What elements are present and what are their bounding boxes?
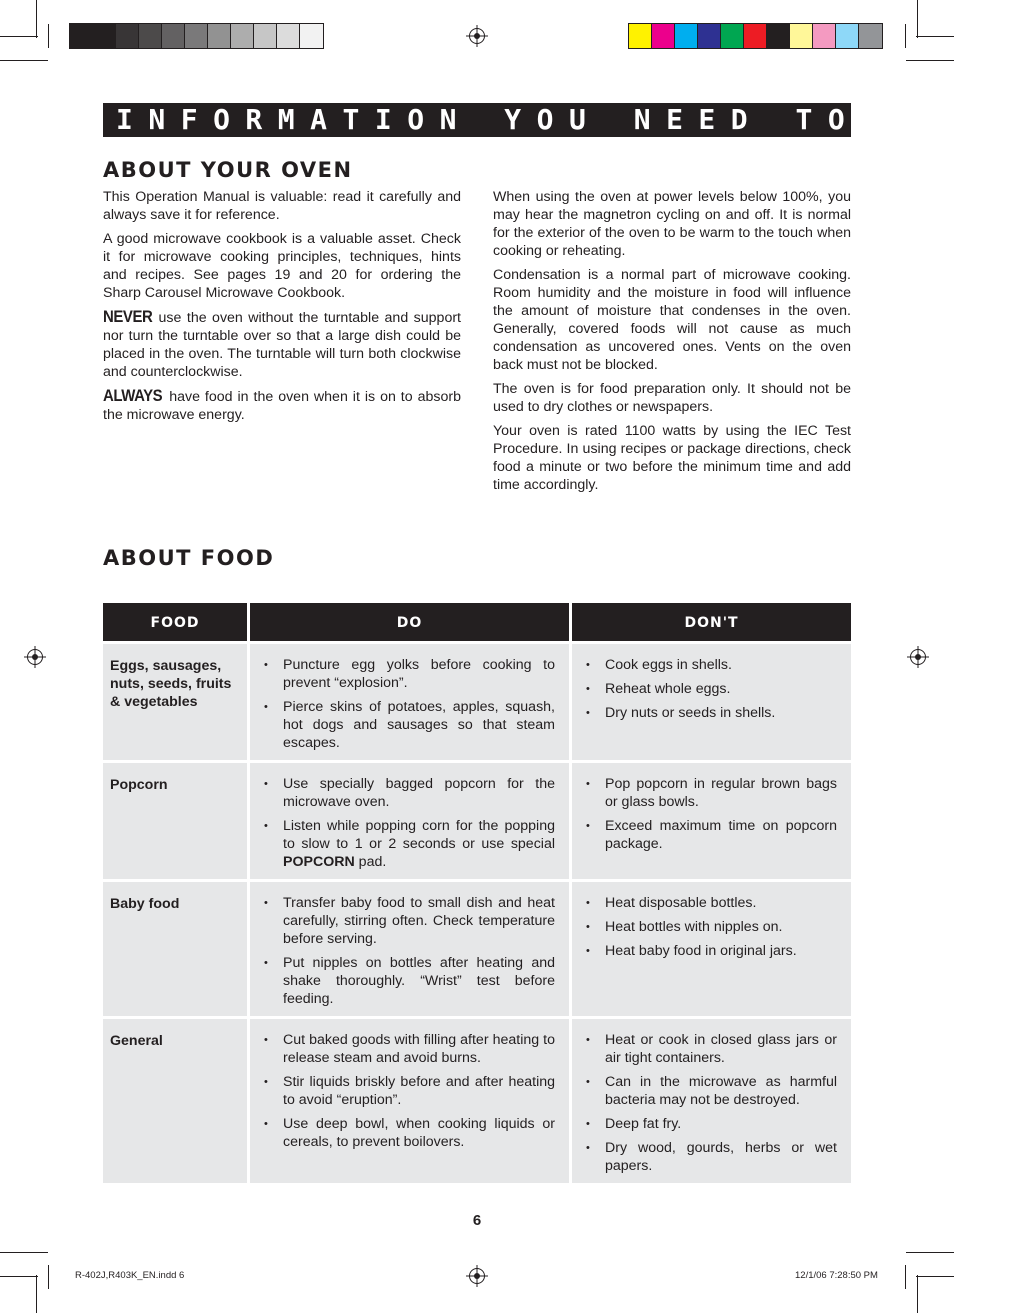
always-text: have food in the oven when it is on to absorb the microwave energy. bbox=[103, 389, 461, 423]
about-food-heading: ABOUT FOOD bbox=[103, 546, 275, 570]
color-swatch bbox=[813, 24, 836, 48]
paragraph: When using the oven at power levels below 100%, you may hear the magnetron cycling on and off. It is normal for the exterior of the oven to be warm to the touch when cooking or reheating. bbox=[493, 189, 851, 259]
column-header-food: FOOD bbox=[103, 603, 247, 641]
dont-cell bbox=[572, 882, 851, 1016]
color-swatch bbox=[652, 24, 675, 48]
file-slug: R-402J,R403K_EN.indd 6 bbox=[75, 1270, 185, 1281]
paragraph: A good microwave cookbook is a valuable asset. Check it for microwave cooking principles, techniques, hints and recipes. See pages 19 and 20 for ordering the Sharp Carousel Microwave Cookbook. bbox=[103, 231, 461, 301]
crop-mark bbox=[906, 1252, 954, 1253]
color-swatch bbox=[208, 24, 231, 48]
list-item: • Stir liquids briskly before and after heating to avoid “eruption”. bbox=[262, 1073, 555, 1109]
table-row bbox=[103, 882, 851, 1016]
timestamp: 12/1/06 7:28:50 PM bbox=[795, 1270, 878, 1281]
color-swatch bbox=[254, 24, 277, 48]
grayscale-color-bar bbox=[69, 23, 324, 49]
crop-mark bbox=[906, 60, 954, 61]
food-cell: Popcorn bbox=[103, 763, 247, 879]
never-keyword: NEVER bbox=[103, 307, 153, 326]
list-item: • Heat disposable bottles. bbox=[584, 894, 837, 912]
crop-mark bbox=[36, 1275, 37, 1313]
always-keyword: ALWAYS bbox=[103, 386, 163, 405]
color-swatch bbox=[116, 24, 139, 48]
list-item: • Dry wood, gourds, herbs or wet papers. bbox=[584, 1139, 837, 1175]
color-swatch bbox=[629, 24, 652, 48]
do-cell bbox=[250, 882, 569, 1016]
crop-mark bbox=[917, 1275, 918, 1313]
registration-mark-icon bbox=[469, 1268, 485, 1284]
list-item: • Transfer baby food to small dish and heat carefully, stirring often. Check temperature before serving. bbox=[262, 894, 555, 948]
dont-cell bbox=[572, 1019, 851, 1183]
about-oven-right-column bbox=[493, 188, 851, 500]
crop-mark bbox=[916, 36, 954, 37]
crop-mark bbox=[0, 36, 38, 37]
list-item-tail: pad. bbox=[354, 854, 387, 870]
table-header-row bbox=[103, 603, 851, 641]
food-cell: Baby food bbox=[103, 882, 247, 1016]
list-item: • Heat baby food in original jars. bbox=[584, 942, 837, 960]
popcorn-keyword: POPCORN bbox=[283, 854, 355, 870]
table-row bbox=[103, 763, 851, 879]
do-cell bbox=[250, 1019, 569, 1183]
color-swatch bbox=[162, 24, 185, 48]
crop-mark bbox=[0, 1276, 38, 1277]
section-banner: INFORMATION YOU NEED TO KNOW bbox=[103, 103, 851, 137]
crop-mark bbox=[0, 60, 48, 61]
dont-cell bbox=[572, 763, 851, 879]
process-color-bar bbox=[628, 23, 883, 49]
food-cell: Eggs, sausages, nuts, seeds, fruits & vegetables bbox=[103, 644, 247, 760]
registration-mark-icon bbox=[910, 649, 926, 665]
about-oven-heading: ABOUT YOUR OVEN bbox=[103, 158, 353, 182]
color-swatch bbox=[231, 24, 254, 48]
color-swatch bbox=[744, 24, 767, 48]
crop-mark bbox=[916, 1276, 954, 1277]
paragraph: The oven is for food preparation only. It should not be used to dry clothes or newspapers. bbox=[493, 381, 851, 415]
list-item: • Exceed maximum time on popcorn package. bbox=[584, 817, 837, 853]
crop-mark bbox=[48, 1265, 49, 1289]
list-item: • Cut baked goods with filling after heating to release steam and avoid burns. bbox=[262, 1031, 555, 1067]
always-paragraph bbox=[103, 387, 461, 424]
do-cell bbox=[250, 763, 569, 879]
color-swatch bbox=[836, 24, 859, 48]
color-swatch bbox=[859, 24, 882, 48]
crop-mark bbox=[905, 24, 906, 48]
crop-mark bbox=[36, 0, 37, 38]
list-item: • Deep fat fry. bbox=[584, 1115, 837, 1133]
list-item: • Heat or cook in closed glass jars or air tight containers. bbox=[584, 1031, 837, 1067]
list-item: • Dry nuts or seeds in shells. bbox=[584, 704, 837, 722]
table-row bbox=[103, 644, 851, 760]
crop-mark bbox=[48, 24, 49, 48]
color-swatch bbox=[675, 24, 698, 48]
color-swatch bbox=[185, 24, 208, 48]
color-swatch bbox=[767, 24, 790, 48]
color-swatch bbox=[70, 24, 93, 48]
registration-mark-icon bbox=[469, 28, 485, 44]
column-header-do: DO bbox=[250, 603, 569, 641]
table-row bbox=[103, 1019, 851, 1183]
color-swatch bbox=[790, 24, 813, 48]
list-item: • Puncture egg yolks before cooking to prevent “explosion”. bbox=[262, 656, 555, 692]
crop-mark bbox=[905, 1265, 906, 1289]
paragraph: Condensation is a normal part of microwave cooking. Room humidity and the moisture in food will influence the amount of moisture that condenses in the oven. Generally, covered foods will not cause as much condensation as uncovered ones. Vents on the oven back must not be blocked. bbox=[493, 267, 851, 373]
list-item: • Use specially bagged popcorn for the microwave oven. bbox=[262, 775, 555, 811]
registration-mark-icon bbox=[27, 649, 43, 665]
never-paragraph bbox=[103, 308, 461, 381]
list-item: • Reheat whole eggs. bbox=[584, 680, 837, 698]
column-header-dont: DON'T bbox=[572, 603, 851, 641]
about-oven-left-column bbox=[103, 188, 461, 430]
page-number: 6 bbox=[472, 1212, 482, 1229]
color-swatch bbox=[139, 24, 162, 48]
list-item bbox=[262, 817, 555, 871]
paragraph: This Operation Manual is valuable: read it carefully and always save it for reference. bbox=[103, 189, 461, 223]
dont-cell bbox=[572, 644, 851, 760]
list-item: • Can in the microwave as harmful bacteria may not be destroyed. bbox=[584, 1073, 837, 1109]
never-text: use the oven without the turntable and support nor turn the turntable over so that a large dish could be placed in the oven. The turntable will turn both clockwise and counterclockwise. bbox=[103, 310, 461, 380]
paragraph: Your oven is rated 1100 watts by using the IEC Test Procedure. In using recipes or package directions, check food a minute or two before the minimum time and add time accordingly. bbox=[493, 423, 851, 493]
list-item: • Put nipples on bottles after heating and shake thoroughly. “Wrist” test before feeding. bbox=[262, 954, 555, 1008]
food-cell: General bbox=[103, 1019, 247, 1183]
list-item: • Pierce skins of potatoes, apples, squash, hot dogs and sausages so that steam escapes. bbox=[262, 698, 555, 752]
crop-mark bbox=[0, 1252, 48, 1253]
list-item: • Use deep bowl, when cooking liquids or cereals, to prevent boilovers. bbox=[262, 1115, 555, 1151]
color-swatch bbox=[698, 24, 721, 48]
list-item: • Pop popcorn in regular brown bags or glass bowls. bbox=[584, 775, 837, 811]
color-swatch bbox=[93, 24, 116, 48]
color-swatch bbox=[277, 24, 300, 48]
list-item-text: Listen while popping corn for the popping to slow to 1 or 2 seconds or use special bbox=[283, 818, 555, 852]
color-swatch bbox=[721, 24, 744, 48]
crop-mark bbox=[917, 0, 918, 38]
do-cell bbox=[250, 644, 569, 760]
color-swatch bbox=[300, 24, 323, 48]
food-table bbox=[103, 603, 851, 1183]
list-item: • Heat bottles with nipples on. bbox=[584, 918, 837, 936]
list-item: • Cook eggs in shells. bbox=[584, 656, 837, 674]
